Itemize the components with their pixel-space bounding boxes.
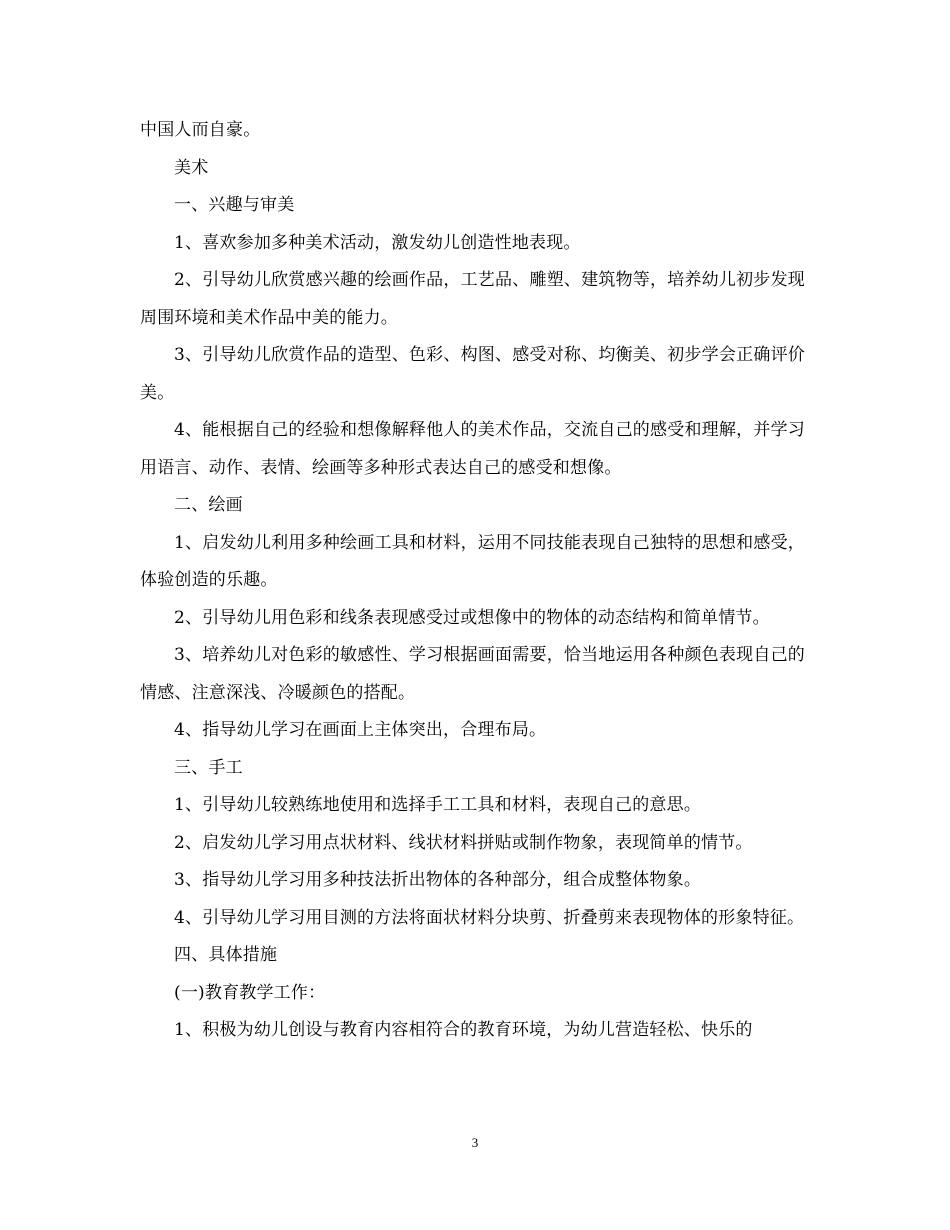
paragraph: 1、积极为幼儿创设与教育内容相符合的教育环境，为幼儿营造轻松、快乐的 xyxy=(174,1020,753,1040)
section-heading: 三、手工 xyxy=(174,757,243,778)
paragraph: 4、引导幼儿学习用目测的方法将面状材料分块剪、折叠剪来表现物体的形象特征。 xyxy=(174,907,805,928)
section-heading: 美术 xyxy=(174,157,209,178)
document-body xyxy=(140,112,805,1050)
paragraph: 4、指导幼儿学习在画面上主体突出，合理布局。 xyxy=(174,720,547,740)
paragraph: 2、引导幼儿用色彩和线条表现感受过或想像中的物体的动态结构和简单情节。 xyxy=(174,607,770,628)
paragraph: 中国人而自豪。 xyxy=(140,120,261,140)
section-heading: 二、绘画 xyxy=(174,495,243,515)
section-heading: 四、具体措施 xyxy=(174,945,278,965)
page-number: 3 xyxy=(471,1135,479,1150)
paragraph: 3、引导幼儿欣赏作品的造型、色彩、构图、感受对称、均衡美、初步学会正确评价美。 xyxy=(140,345,805,403)
paragraph: 3、培养幼儿对色彩的敏感性、学习根据画面需要，恰当地运用各种颜色表现自己的情感、注意深浅、冷暖颜色的搭配。 xyxy=(140,645,805,703)
paragraph: 4、能根据自己的经验和想像解释他人的美术作品，交流自己的感受和理解，并学习用语言、动作、表情、绘画等多种形式表达自己的感受和想像。 xyxy=(140,420,805,478)
paragraph: 2、启发幼儿学习用点状材料、线状材料拼贴或制作物象，表现简单的情节。 xyxy=(174,832,753,853)
paragraph: 1、启发幼儿利用多种绘画工具和材料，运用不同技能表现自己独特的思想和感受，体验创造的乐趣。 xyxy=(140,532,805,590)
section-heading: 一、兴趣与审美 xyxy=(174,195,295,215)
subsection-heading: (一)教育教学工作： xyxy=(174,982,326,1003)
paragraph: 2、引导幼儿欣赏感兴趣的绘画作品，工艺品、雕塑、建筑物等，培养幼儿初步发现周围环境和美术作品中美的能力。 xyxy=(140,270,805,328)
paragraph: 1、引导幼儿较熟练地使用和选择手工工具和材料，表现自己的意思。 xyxy=(174,795,702,815)
paragraph: 1、喜欢参加多种美术活动，激发幼儿创造性地表现。 xyxy=(174,232,581,253)
paragraph: 3、指导幼儿学习用多种技法折出物体的各种部分，组合成整体物象。 xyxy=(174,870,702,890)
